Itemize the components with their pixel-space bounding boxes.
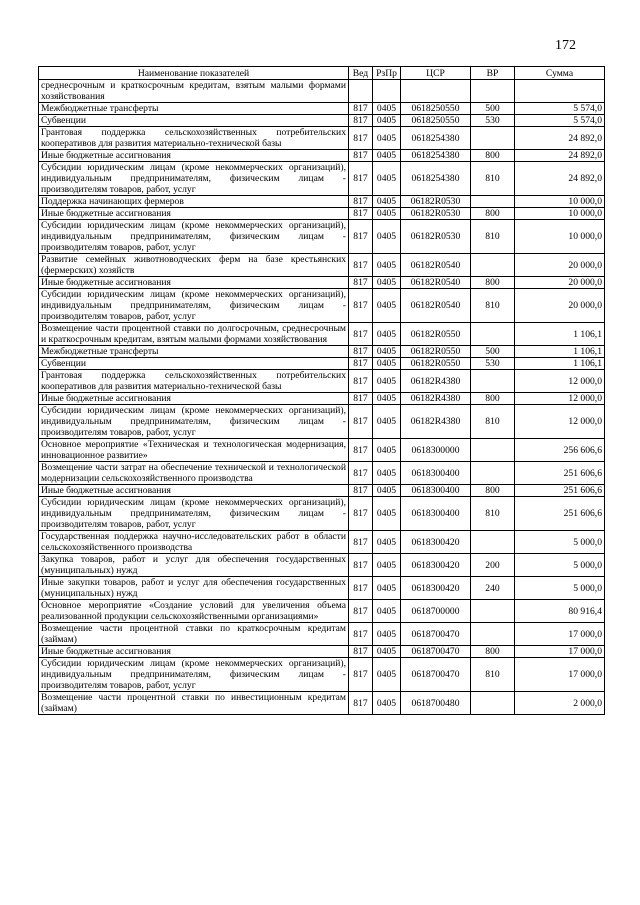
row-sum: 10 000,0	[515, 208, 605, 220]
row-sum: 251 606,6	[515, 462, 605, 485]
row-vr	[471, 127, 515, 150]
budget-table	[38, 66, 605, 715]
table-row	[39, 554, 605, 577]
row-rzpr: 0405	[373, 600, 401, 623]
row-name: Субсидии юридическим лицам (кроме некоммерческих организаций), индивидуальным предпринимателям, физическим лицам - производителям товаров, работ, услуг	[39, 162, 349, 196]
row-sum: 24 892,0	[515, 127, 605, 150]
row-csr: 0618700000	[401, 600, 471, 623]
table-header	[39, 67, 605, 80]
table-row	[39, 277, 605, 289]
row-name: Иные бюджетные ассигнования	[39, 393, 349, 405]
row-name: Субвенции	[39, 358, 349, 370]
row-vr: 800	[471, 277, 515, 289]
row-rzpr: 0405	[373, 485, 401, 497]
row-ved: 817	[349, 346, 373, 358]
row-vr	[471, 439, 515, 462]
row-name: Иные бюджетные ассигнования	[39, 485, 349, 497]
row-sum: 1 106,1	[515, 358, 605, 370]
row-csr	[401, 80, 471, 103]
row-ved: 817	[349, 600, 373, 623]
page-number: 172	[555, 38, 576, 53]
row-rzpr: 0405	[373, 254, 401, 277]
table-row	[39, 127, 605, 150]
row-rzpr: 0405	[373, 150, 401, 162]
header-csr: ЦСР	[401, 67, 471, 80]
row-sum: 5 000,0	[515, 577, 605, 600]
row-ved: 817	[349, 254, 373, 277]
row-csr: 0618300420	[401, 577, 471, 600]
row-ved: 817	[349, 162, 373, 196]
row-ved: 817	[349, 658, 373, 692]
row-rzpr: 0405	[373, 497, 401, 531]
row-csr: 0618250550	[401, 115, 471, 127]
row-ved: 817	[349, 370, 373, 393]
row-ved: 817	[349, 150, 373, 162]
row-vr	[471, 600, 515, 623]
row-csr: 0618254380	[401, 162, 471, 196]
row-rzpr: 0405	[373, 623, 401, 646]
row-ved: 817	[349, 692, 373, 715]
row-sum: 24 892,0	[515, 162, 605, 196]
row-ved: 817	[349, 393, 373, 405]
row-rzpr: 0405	[373, 208, 401, 220]
row-sum: 17 000,0	[515, 623, 605, 646]
row-sum	[515, 80, 605, 103]
row-name: Возмещение части затрат на обеспечение технической и технологической модернизации сельскохозяйственного производства	[39, 462, 349, 485]
table-row	[39, 115, 605, 127]
row-name: Иные бюджетные ассигнования	[39, 150, 349, 162]
row-rzpr: 0405	[373, 692, 401, 715]
row-vr	[471, 80, 515, 103]
row-sum: 80 916,4	[515, 600, 605, 623]
row-ved: 817	[349, 220, 373, 254]
row-name: Межбюджетные трансферты	[39, 103, 349, 115]
row-sum: 24 892,0	[515, 150, 605, 162]
row-ved: 817	[349, 358, 373, 370]
row-ved: 817	[349, 277, 373, 289]
row-name: Основное мероприятие «Техническая и технологическая модернизация, инновационное развитие»	[39, 439, 349, 462]
table-row	[39, 439, 605, 462]
row-sum: 10 000,0	[515, 220, 605, 254]
table-row	[39, 485, 605, 497]
row-rzpr: 0405	[373, 115, 401, 127]
row-ved: 817	[349, 103, 373, 115]
row-name: Возмещение части процентной ставки по инвестиционным кредитам (займам)	[39, 692, 349, 715]
table-row	[39, 658, 605, 692]
row-rzpr	[373, 80, 401, 103]
row-ved: 817	[349, 485, 373, 497]
row-sum: 5 000,0	[515, 554, 605, 577]
row-sum: 17 000,0	[515, 658, 605, 692]
row-csr: 0618300000	[401, 439, 471, 462]
row-vr: 810	[471, 405, 515, 439]
row-csr: 0618700480	[401, 692, 471, 715]
table-row	[39, 462, 605, 485]
row-csr: 06182R4380	[401, 393, 471, 405]
row-sum: 256 606,6	[515, 439, 605, 462]
row-vr: 530	[471, 358, 515, 370]
row-name: Возмещение части процентной ставки по краткосрочным кредитам (займам)	[39, 623, 349, 646]
row-vr	[471, 370, 515, 393]
row-vr: 200	[471, 554, 515, 577]
row-csr: 0618300400	[401, 485, 471, 497]
table-row	[39, 162, 605, 196]
table-row	[39, 497, 605, 531]
row-csr: 06182R4380	[401, 405, 471, 439]
row-vr	[471, 323, 515, 346]
row-rzpr: 0405	[373, 358, 401, 370]
row-vr: 800	[471, 150, 515, 162]
row-name: Субсидии юридическим лицам (кроме некоммерческих организаций), индивидуальным предпринимателям, физическим лицам - производителям товаров, работ, услуг	[39, 658, 349, 692]
row-vr: 800	[471, 485, 515, 497]
row-vr: 800	[471, 646, 515, 658]
table-row	[39, 358, 605, 370]
row-sum: 2 000,0	[515, 692, 605, 715]
row-csr: 0618700470	[401, 658, 471, 692]
row-name: Развитие семейных животноводческих ферм на базе крестьянских (фермерских) хозяйств	[39, 254, 349, 277]
row-vr: 800	[471, 393, 515, 405]
row-ved: 817	[349, 115, 373, 127]
row-name: Поддержка начинающих фермеров	[39, 196, 349, 208]
row-rzpr: 0405	[373, 577, 401, 600]
row-ved: 817	[349, 196, 373, 208]
row-rzpr: 0405	[373, 462, 401, 485]
row-sum: 12 000,0	[515, 405, 605, 439]
table-row	[39, 646, 605, 658]
row-csr: 0618700470	[401, 646, 471, 658]
row-name: Закупка товаров, работ и услуг для обеспечения государственных (муниципальных) нужд	[39, 554, 349, 577]
table-row	[39, 80, 605, 103]
row-name: Грантовая поддержка сельскохозяйственных потребительских кооперативов для развития материально-технической базы	[39, 127, 349, 150]
row-rzpr: 0405	[373, 439, 401, 462]
row-vr: 530	[471, 115, 515, 127]
row-rzpr: 0405	[373, 196, 401, 208]
table-row	[39, 220, 605, 254]
row-vr: 810	[471, 289, 515, 323]
row-rzpr: 0405	[373, 370, 401, 393]
row-csr: 0618300420	[401, 554, 471, 577]
row-vr: 800	[471, 208, 515, 220]
row-name: среднесрочным и краткосрочным кредитам, взятым малыми формами хозяйствования	[39, 80, 349, 103]
row-vr: 500	[471, 346, 515, 358]
row-name: Межбюджетные трансферты	[39, 346, 349, 358]
row-sum: 20 000,0	[515, 254, 605, 277]
row-sum: 20 000,0	[515, 277, 605, 289]
table-row	[39, 405, 605, 439]
row-csr: 06182R0530	[401, 196, 471, 208]
row-name: Субсидии юридическим лицам (кроме некоммерческих организаций), индивидуальным предпринимателям, физическим лицам - производителям товаров, работ, услуг	[39, 405, 349, 439]
row-rzpr: 0405	[373, 220, 401, 254]
header-vr: ВР	[471, 67, 515, 80]
header-rzpr: РзПр	[373, 67, 401, 80]
table-row	[39, 103, 605, 115]
row-sum: 251 606,6	[515, 485, 605, 497]
row-vr	[471, 623, 515, 646]
header-name: Наименование показателей	[39, 67, 349, 80]
row-rzpr: 0405	[373, 346, 401, 358]
row-rzpr: 0405	[373, 393, 401, 405]
row-ved: 817	[349, 531, 373, 554]
row-vr: 810	[471, 497, 515, 531]
row-rzpr: 0405	[373, 554, 401, 577]
row-csr: 06182R0540	[401, 277, 471, 289]
table-row	[39, 254, 605, 277]
row-rzpr: 0405	[373, 531, 401, 554]
row-rzpr: 0405	[373, 658, 401, 692]
row-csr: 06182R0550	[401, 358, 471, 370]
row-sum: 251 606,6	[515, 497, 605, 531]
row-sum: 5 000,0	[515, 531, 605, 554]
header-ved: Вед	[349, 67, 373, 80]
row-sum: 12 000,0	[515, 393, 605, 405]
row-vr: 810	[471, 162, 515, 196]
row-csr: 0618300400	[401, 497, 471, 531]
row-csr: 0618300400	[401, 462, 471, 485]
row-ved: 817	[349, 208, 373, 220]
row-name: Государственная поддержка научно-исследовательских работ в области сельскохозяйственного производства	[39, 531, 349, 554]
table-row	[39, 208, 605, 220]
table-row	[39, 531, 605, 554]
table-body	[39, 80, 605, 715]
row-ved: 817	[349, 323, 373, 346]
row-rzpr: 0405	[373, 127, 401, 150]
row-name: Иные бюджетные ассигнования	[39, 646, 349, 658]
row-sum: 5 574,0	[515, 115, 605, 127]
row-csr: 06182R0550	[401, 346, 471, 358]
table-row	[39, 323, 605, 346]
table-row	[39, 346, 605, 358]
row-sum: 17 000,0	[515, 646, 605, 658]
row-name: Субвенции	[39, 115, 349, 127]
row-vr	[471, 531, 515, 554]
table-row	[39, 577, 605, 600]
row-csr: 0618250550	[401, 103, 471, 115]
row-csr: 0618254380	[401, 150, 471, 162]
row-sum: 1 106,1	[515, 323, 605, 346]
row-vr	[471, 196, 515, 208]
row-name: Иные бюджетные ассигнования	[39, 277, 349, 289]
row-csr: 06182R0550	[401, 323, 471, 346]
table-row	[39, 692, 605, 715]
row-ved: 817	[349, 462, 373, 485]
table-row	[39, 150, 605, 162]
row-name: Субсидии юридическим лицам (кроме некоммерческих организаций), индивидуальным предпринимателям, физическим лицам - производителям товаров, работ, услуг	[39, 289, 349, 323]
row-name: Иные бюджетные ассигнования	[39, 208, 349, 220]
row-rzpr: 0405	[373, 646, 401, 658]
header-sum: Сумма	[515, 67, 605, 80]
row-name: Субсидии юридическим лицам (кроме некоммерческих организаций), индивидуальным предпринимателям, физическим лицам - производителям товаров, работ, услуг	[39, 220, 349, 254]
row-vr: 500	[471, 103, 515, 115]
row-sum: 5 574,0	[515, 103, 605, 115]
row-ved: 817	[349, 577, 373, 600]
table-row	[39, 289, 605, 323]
table-row	[39, 623, 605, 646]
row-csr: 06182R0540	[401, 289, 471, 323]
row-sum: 12 000,0	[515, 370, 605, 393]
row-ved: 817	[349, 554, 373, 577]
row-name: Возмещение части процентной ставки по долгосрочным, среднесрочным и краткосрочным кредитам, взятым малыми формами хозяйствования	[39, 323, 349, 346]
row-sum: 1 106,1	[515, 346, 605, 358]
row-name: Основное мероприятие «Создание условий для увеличения объема реализованной продукции сельскохозяйственными организациями»	[39, 600, 349, 623]
row-vr	[471, 254, 515, 277]
row-rzpr: 0405	[373, 162, 401, 196]
table-row	[39, 196, 605, 208]
row-sum: 20 000,0	[515, 289, 605, 323]
row-rzpr: 0405	[373, 289, 401, 323]
row-ved: 817	[349, 127, 373, 150]
row-csr: 0618700470	[401, 623, 471, 646]
row-ved: 817	[349, 646, 373, 658]
row-vr: 810	[471, 658, 515, 692]
row-rzpr: 0405	[373, 323, 401, 346]
row-csr: 06182R0530	[401, 208, 471, 220]
row-vr	[471, 462, 515, 485]
row-csr: 06182R0530	[401, 220, 471, 254]
table-row	[39, 600, 605, 623]
row-vr	[471, 692, 515, 715]
row-rzpr: 0405	[373, 103, 401, 115]
row-sum: 10 000,0	[515, 196, 605, 208]
row-csr: 0618254380	[401, 127, 471, 150]
row-ved: 817	[349, 405, 373, 439]
row-ved	[349, 80, 373, 103]
row-name: Иные закупки товаров, работ и услуг для обеспечения государственных (муниципальных) нужд	[39, 577, 349, 600]
row-name: Грантовая поддержка сельскохозяйственных потребительских кооперативов для развития материально-технической базы	[39, 370, 349, 393]
row-name: Субсидии юридическим лицам (кроме некоммерческих организаций), индивидуальным предпринимателям, физическим лицам - производителям товаров, работ, услуг	[39, 497, 349, 531]
row-rzpr: 0405	[373, 277, 401, 289]
row-ved: 817	[349, 623, 373, 646]
row-ved: 817	[349, 497, 373, 531]
table-row	[39, 370, 605, 393]
table-row	[39, 393, 605, 405]
row-csr: 06182R4380	[401, 370, 471, 393]
row-vr: 810	[471, 220, 515, 254]
row-ved: 817	[349, 289, 373, 323]
row-vr: 240	[471, 577, 515, 600]
row-csr: 0618300420	[401, 531, 471, 554]
row-csr: 06182R0540	[401, 254, 471, 277]
row-rzpr: 0405	[373, 405, 401, 439]
row-ved: 817	[349, 439, 373, 462]
